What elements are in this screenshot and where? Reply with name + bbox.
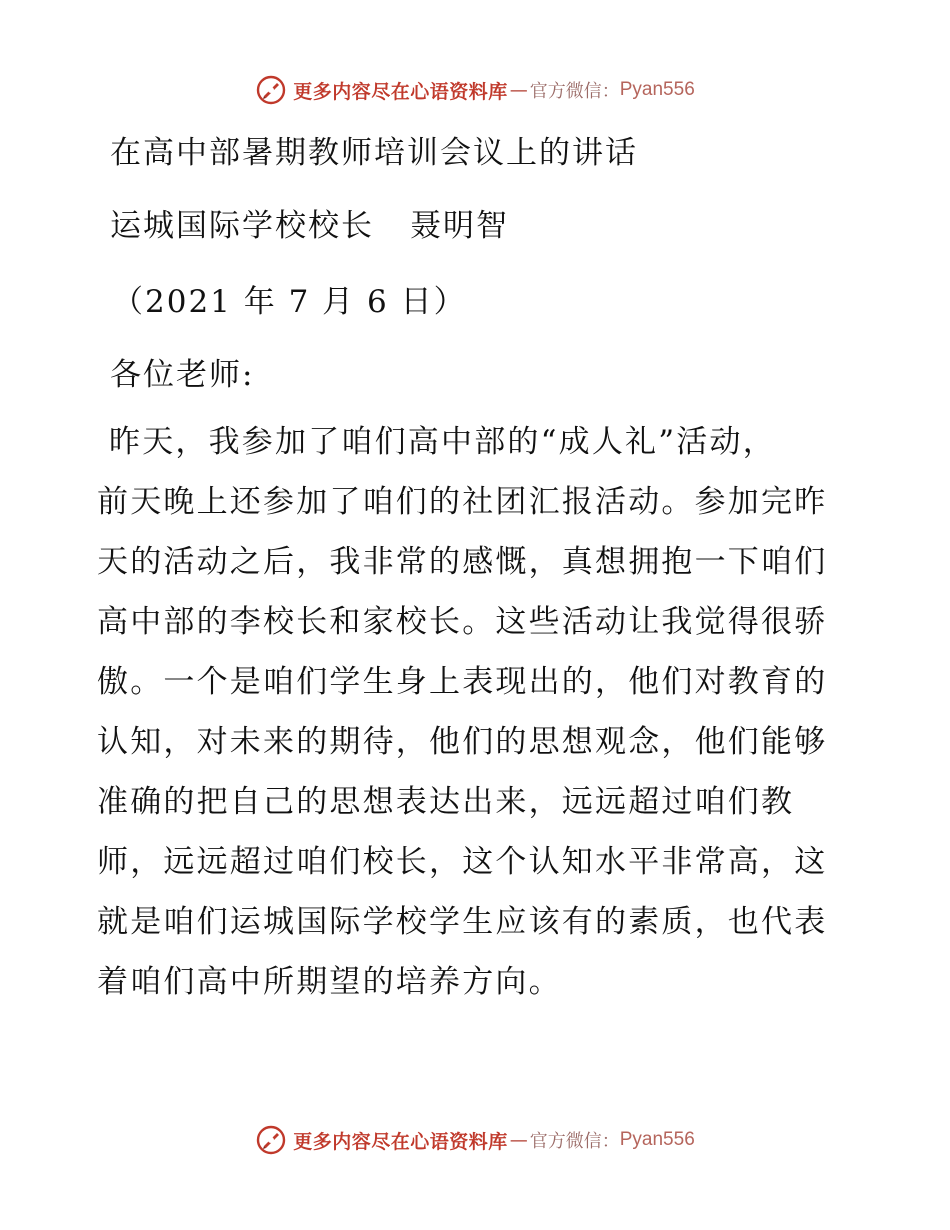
body-line: 认知，对未来的期待，他们的思想观念，他们能够 bbox=[97, 724, 828, 760]
watermark-footer bbox=[0, 1120, 950, 1160]
watermark-dash: — bbox=[509, 1129, 528, 1151]
watermark-header bbox=[0, 70, 950, 110]
body-line: 就是咱们运城国际学校学生应该有的素质，也代表 bbox=[97, 904, 828, 940]
body-line: 师，远远超过咱们校长，这个认知水平非常高，这 bbox=[97, 844, 828, 880]
body-line: 昨天，我参加了咱们高中部的“成人礼”活动， bbox=[109, 424, 776, 460]
body-line: 着咱们高中所期望的培养方向。 bbox=[97, 964, 562, 1000]
author-line bbox=[110, 200, 509, 245]
watermark-text: 更多内容尽在心语资料库 bbox=[293, 80, 508, 103]
body-line: 准确的把自己的思想表达出来，远远超过咱们教 bbox=[97, 784, 795, 820]
speech-date: （2021 年 7 月 6 日） bbox=[112, 284, 467, 320]
body-line: 高中部的李校长和家校长。这些活动让我觉得很骄 bbox=[97, 604, 828, 640]
body-line: 傲。一个是咱们学生身上表现出的，他们对教育的 bbox=[97, 664, 828, 700]
greeting: 各位老师: bbox=[110, 357, 255, 393]
body-line: 天的活动之后，我非常的感慨，真想拥抱一下咱们 bbox=[97, 544, 828, 580]
watermark-text: 更多内容尽在心语资料库 bbox=[293, 1130, 508, 1153]
watermark-account: Pyan556 bbox=[619, 1129, 695, 1150]
watermark-label: 官方微信： bbox=[529, 81, 620, 102]
watermark-account: Pyan556 bbox=[619, 79, 695, 100]
author-name: 聂明智 bbox=[410, 208, 509, 244]
watermark-label: 官方微信： bbox=[529, 1131, 620, 1152]
watermark-dash: — bbox=[509, 79, 528, 101]
quill-logo-icon bbox=[255, 1124, 287, 1156]
body-line: 前天晚上还参加了咱们的社团汇报活动。参加完昨 bbox=[97, 484, 828, 520]
quill-logo-icon bbox=[255, 74, 287, 106]
author-role: 运城国际学校校长 bbox=[110, 208, 374, 244]
speech-body bbox=[97, 420, 857, 1020]
document-title: 在高中部暑期教师培训会议上的讲话 bbox=[110, 135, 638, 171]
